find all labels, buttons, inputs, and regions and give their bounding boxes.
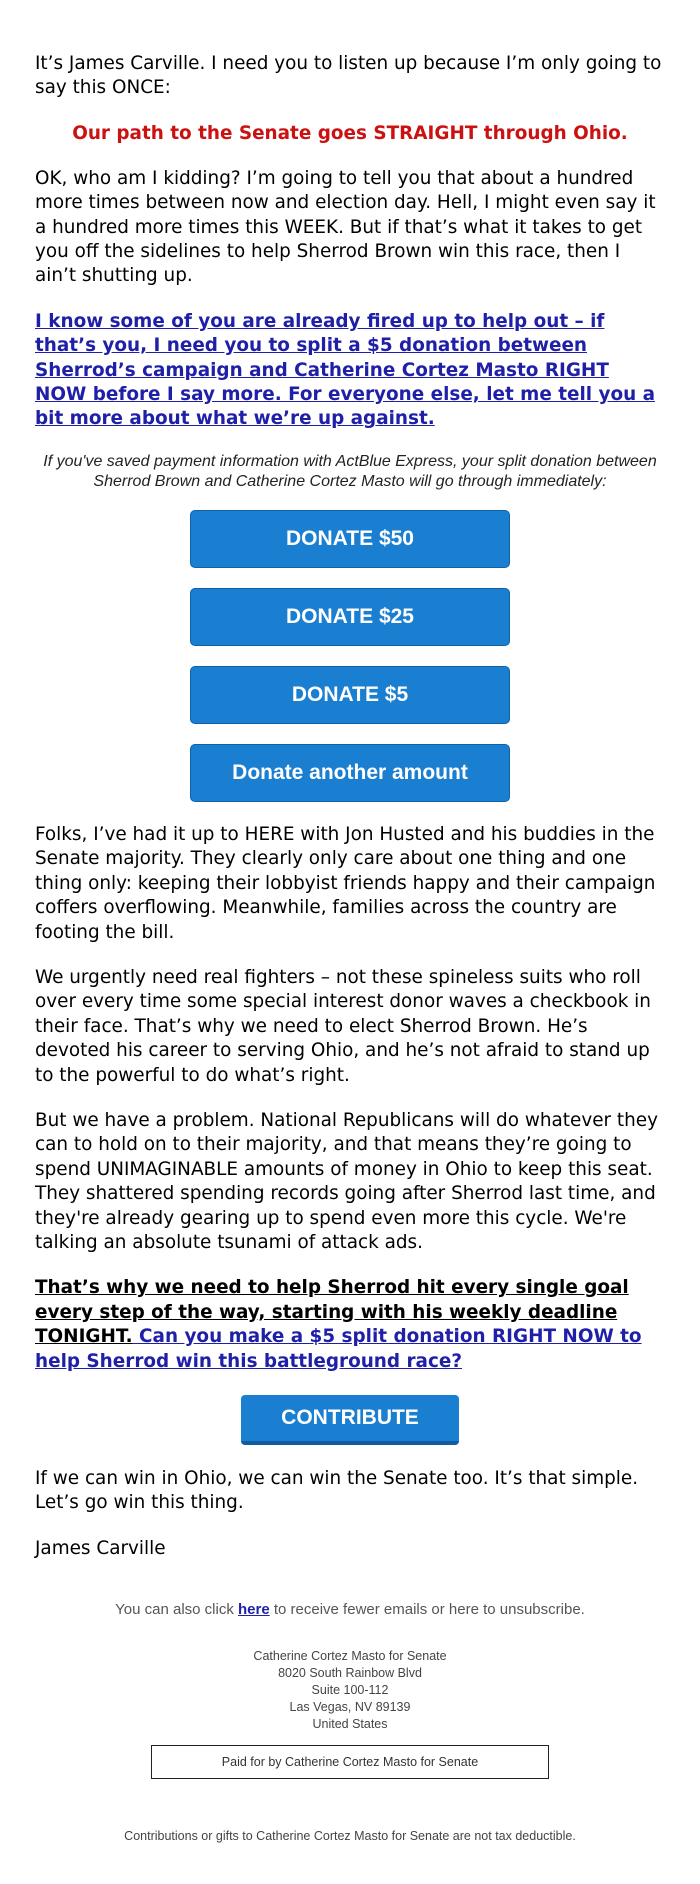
donate-link-paragraph xyxy=(35,310,665,432)
address-line-4: Las Vegas, NV 89139 xyxy=(289,1700,411,1715)
donate-5-button[interactable]: DONATE $5 xyxy=(190,666,510,724)
paragraph-1: OK, who am I kidding? I’m going to tell you that about a hundred more times between now and election day. Hell, I might even say it a hundred more times this WEEK. But if that’s what it takes to get you off the sidelines to help Sherrod Brown win this race, then I ain’t shutting up. xyxy=(35,167,656,287)
footer xyxy=(35,1601,665,1843)
paid-for-box: Paid for by Catherine Cortez Masto for Senate xyxy=(151,1745,549,1779)
address-line-2: 8020 South Rainbow Blvd xyxy=(278,1666,422,1681)
signature: James Carville xyxy=(35,1537,166,1559)
mailing-address xyxy=(35,1648,665,1733)
donate-25-button[interactable]: DONATE $25 xyxy=(190,588,510,646)
address-line-3: Suite 100-112 xyxy=(311,1683,389,1698)
paragraph-5: If we can win in Ohio, we can win the Senate too. It’s that simple. Let’s go win this thing. xyxy=(35,1468,639,1514)
tax-disclaimer: Contributions or gifts to Catherine Cortez Masto for Senate are not tax deductible. xyxy=(124,1829,576,1844)
contribute-button[interactable]: CONTRIBUTE xyxy=(241,1395,459,1445)
express-notice: If you've saved payment information with ActBlue Express, your split donation between Sherrod Brown and Catherine Cortez Masto will go through immediately: xyxy=(43,452,657,490)
unsubscribe-line xyxy=(35,1601,665,1618)
paragraph-3: We urgently need real fighters – not these spineless suits who roll over every time some special interest donor waves a checkbook in their face. That’s why we need to elect Sherrod Brown. He’s devoted his career to serving Ohio, and he’s not afraid to stand up to the powerful to do what’s right. xyxy=(35,966,651,1086)
main-copy xyxy=(35,823,665,1374)
address-line-1: Catherine Cortez Masto for Senate xyxy=(253,1649,447,1664)
contribute-row xyxy=(35,1395,665,1445)
fewer-emails-link[interactable]: here xyxy=(238,1601,270,1619)
paragraph-4: But we have a problem. National Republicans will do whatever they can to hold on to their majority, and that means they’re going to spend UNIMAGINABLE amounts of money in Ohio to keep this seat. They shattered spending records going after Sherrod last time, and they're already gearing up to spend even more this cycle. We're talking an absolute tsunami of attack ads. xyxy=(35,1109,658,1253)
cta-paragraph xyxy=(35,1276,665,1374)
donate-buttons xyxy=(35,510,665,822)
unsub-text-before: You can also click xyxy=(115,1601,238,1619)
address-line-5: United States xyxy=(312,1717,388,1732)
split-donation-link[interactable]: I know some of you are already fired up to help out – if that’s you, I need you to split a $5 donation between Sherrod’s campaign and Catherine Cortez Masto RIGHT NOW before I say more. For everyone else, let me tell you a bit more about what we’re up against. xyxy=(35,310,656,430)
headline: Our path to the Senate goes STRAIGHT through Ohio. xyxy=(72,122,628,144)
cta-donate-link[interactable]: Can you make a $5 split donation RIGHT NOW to help Sherrod win this battleground race? xyxy=(35,1326,642,1372)
unsub-text-after: to receive fewer emails or here to unsubscribe. xyxy=(269,1601,585,1619)
intro-paragraph: It’s James Carville. I need you to listen up because I’m only going to say this ONCE: xyxy=(35,53,662,99)
donate-50-button[interactable]: DONATE $50 xyxy=(190,510,510,568)
donate-other-amount-button[interactable]: Donate another amount xyxy=(190,744,510,802)
cta-bold-text: That’s why we need to help Sherrod hit every single goal every step of the way, starting with his weekly deadline TONIGHT. xyxy=(35,1277,629,1348)
paragraph-2: Folks, I’ve had it up to HERE with Jon Husted and his buddies in the Senate majority. They clearly only care about one thing and one thing only: keeping their lobbyist friends happy and their campaign coffers overflowing. Meanwhile, families across the country are footing the bill. xyxy=(35,823,656,943)
